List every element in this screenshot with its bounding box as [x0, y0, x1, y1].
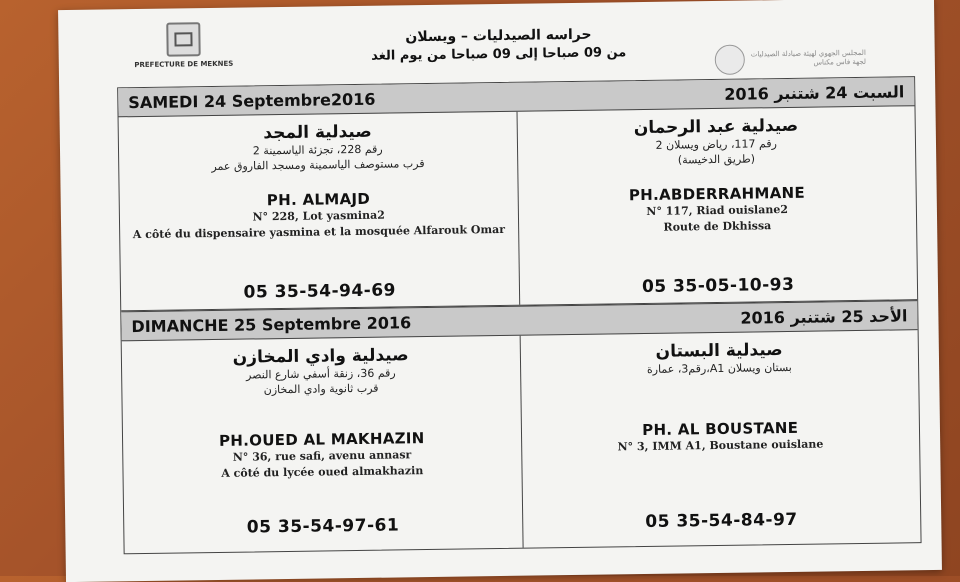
- landmark-fr: A côté du dispensaire yasmina et la mosquée Alfarouk Omar: [132, 222, 506, 242]
- pharmacy-name-ar: صيدلية المجد: [263, 121, 372, 144]
- day-label-fr: SAMEDI 24 Septembre2016: [128, 89, 376, 112]
- phone-number: 05 35-05-10-93: [641, 274, 795, 298]
- prefecture-label: PREFECTURE DE MEKNES: [134, 59, 234, 70]
- crest-icon: [166, 22, 200, 56]
- pharmacy-name-ar: صيدلية وادي المخازن: [232, 345, 409, 368]
- phone-number: 05 35-54-94-69: [243, 280, 397, 303]
- title-line-2: من 09 صباحا إلى 09 صباحا من يوم الغد: [371, 45, 627, 64]
- duty-schedule-sheet: [58, 0, 942, 582]
- address-ar: رقم 228، تجزئة الياسمينة 2: [252, 142, 383, 158]
- address-fr: N° 36, rue safi, avenu annasr: [232, 448, 412, 464]
- sheet-title: [358, 26, 638, 64]
- seal-icon: [715, 45, 745, 75]
- pharmacy-card: [119, 112, 519, 311]
- phone-number: 05 35-54-97-61: [246, 515, 400, 538]
- prefecture-logo: [118, 21, 249, 69]
- pharmacy-name-fr: PH.OUED AL MAKHAZIN: [218, 429, 425, 450]
- pharmacy-card: [516, 106, 917, 305]
- schedule-table: [117, 76, 921, 554]
- day-label-fr: DIMANCHE 25 Septembre 2016: [131, 312, 412, 336]
- council-line-2: لجهة فاس مكناس: [813, 57, 867, 67]
- pharmacy-card: [519, 330, 920, 548]
- pharmacy-card: [122, 336, 522, 554]
- landmark-ar: قرب مستوصف الياسمينة ومسجد الفاروق عمر: [211, 157, 425, 174]
- landmark-fr: Route de Dkhissa: [663, 219, 772, 234]
- landmark-fr: A côté du lycée oued almakhazin: [221, 464, 424, 480]
- phone-number: 05 35-54-84-97: [645, 509, 798, 532]
- pharmacy-name-ar: صيدلية عبد الرحمان: [633, 115, 799, 139]
- title-line-1: حراسه الصيدليات – ويسلان: [405, 26, 592, 46]
- address-ar: رقم 117، رياض ويسلان 2: [655, 137, 777, 152]
- day-label-ar: الأحد 25 شتنبر 2016: [740, 305, 908, 328]
- council-logo: [715, 42, 915, 75]
- address-fr: N° 3, IMM A1, Boustane ouislane: [617, 437, 824, 454]
- council-line-1: المجلس الجهوي لهيئة صيادلة الصيدليات: [750, 48, 866, 59]
- pharmacy-name-fr: PH. AL BOUSTANE: [642, 418, 799, 440]
- day-row: [119, 106, 918, 311]
- day-row: [122, 330, 921, 553]
- day-label-ar: السبت 24 شتنبر 2016: [724, 81, 905, 104]
- landmark-ar: قرب ثانوية وادي المخازن: [263, 381, 379, 397]
- pharmacy-name-ar: صيدلية البستان: [655, 340, 783, 362]
- pharmacy-name-fr: PH. ALMAJD: [266, 189, 371, 210]
- address-fr: N° 228, Lot yasmina2: [252, 208, 385, 224]
- pharmacy-name-fr: PH.ABDERRAHMANE: [628, 183, 806, 205]
- address-ar: رقم 36، زنقة أسفي شارع النصر: [246, 366, 396, 382]
- address-ar: بستان ويسلان A1،رقم3، عمارة: [646, 360, 792, 376]
- landmark-ar: (طريق الدخيسة): [677, 152, 756, 167]
- address-fr: N° 117, Riad ouislane2: [646, 202, 789, 218]
